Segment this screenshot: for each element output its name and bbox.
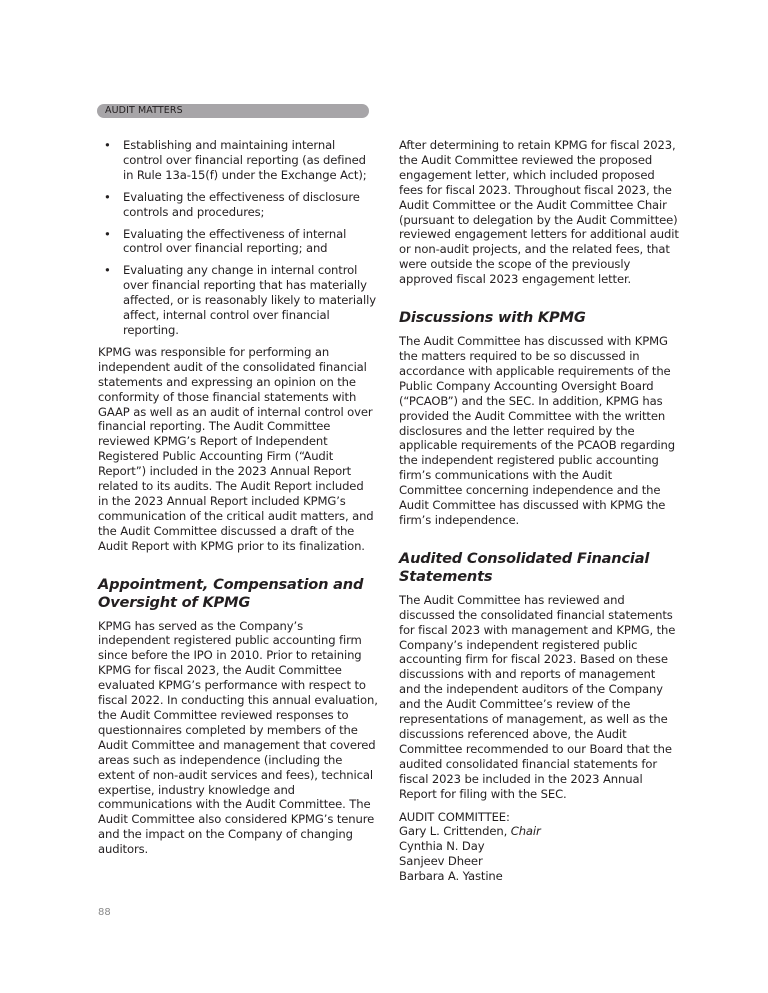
text-line: the independent registered public accounting [399, 453, 659, 468]
heading-line: Discussions with KPMG [399, 309, 586, 327]
text-line: since before the IPO in 2010. Prior to retaining [98, 648, 362, 663]
text-line: After determining to retain KPMG for fiscal 2023, [399, 138, 676, 152]
list-item [98, 190, 378, 220]
text-line: independent registered public accounting firm [98, 633, 362, 648]
text-line: the Audit Committee discussed a draft of the [98, 523, 355, 538]
text-line: Public Company Accounting Oversight Board [399, 378, 654, 393]
audit-committee-signatures [399, 810, 679, 885]
text-line: discussions with and reports of management [399, 667, 656, 682]
list-item [98, 227, 378, 257]
committee-title: AUDIT COMMITTEE: [399, 809, 510, 824]
text-line: over financial reporting that has materially [123, 278, 367, 293]
text-line: extent of non-audit services and fees), technical [98, 767, 373, 782]
committee-member: Cynthia N. Day [399, 839, 485, 854]
text-line: for fiscal 2023 with management and KPMG, the [399, 622, 676, 637]
text-line: The Audit Committee has reviewed and [399, 592, 625, 607]
member-name: Gary L. Crittenden, [399, 824, 508, 839]
list-item [98, 263, 378, 338]
bullet-icon: • [104, 138, 111, 152]
text-line: in the 2023 Annual Report included KPMG’s [98, 493, 346, 508]
left-column [98, 138, 378, 864]
text-line: communication of the critical audit matters, and [98, 508, 374, 523]
bullet-icon: • [104, 263, 111, 278]
text-line: Audit Report with KPMG prior to its finalization. [98, 538, 365, 553]
heading-line: Audited Consolidated Financial [399, 549, 650, 567]
text-line: Audit Committee has discussed with KPMG the [399, 498, 666, 513]
text-line: firm’s independence. [399, 512, 520, 527]
text-line: fiscal 2023 be included in the 2023 Annual [399, 771, 643, 786]
section-label: AUDIT MATTERS [105, 105, 183, 116]
text-line: the matters required to be so discussed in [399, 348, 640, 363]
text-line: Evaluating any change in internal control [123, 263, 358, 278]
text-line: financial reporting. The Audit Committee [98, 419, 331, 434]
text-line: approved fiscal 2023 engagement letter. [399, 272, 632, 287]
page-number: 88 [98, 907, 111, 918]
text-line: expertise, industry knowledge and [98, 782, 295, 797]
text-line: related to its audits. The Audit Report included [98, 479, 364, 494]
text-line: KPMG was responsible for performing an [98, 344, 330, 359]
text-line: the Audit Committee reviewed the proposed [399, 152, 653, 167]
text-line: control over financial reporting; and [123, 241, 328, 256]
responsibilities-list [98, 138, 378, 338]
kpmg-responsibility-paragraph [98, 345, 378, 554]
text-line: were outside the scope of the previously [399, 257, 631, 272]
discussions-heading [399, 309, 679, 327]
text-line: Registered Public Accounting Firm (“Audit [98, 449, 334, 464]
text-line: fees for fiscal 2023. Throughout fiscal 2023, the [399, 182, 672, 197]
text-line: conformity of those financial statements with [98, 389, 357, 404]
text-line: reporting. [123, 322, 179, 337]
text-line: evaluated KPMG’s performance with respect to [98, 678, 366, 693]
text-line: questionnaires completed by members of the [98, 722, 358, 737]
text-line: Audit Committee and management that covered [98, 737, 376, 752]
audited-statements-paragraph [399, 593, 679, 802]
appointment-paragraph [98, 619, 378, 858]
engagement-paragraph [399, 138, 679, 287]
text-line: Evaluating the effectiveness of internal [123, 226, 347, 241]
text-line: firm’s communications with the Audit [399, 468, 613, 483]
text-line: affect, internal control over financial [123, 308, 330, 323]
section-header-tab [97, 104, 369, 118]
text-line: fiscal 2022. In conducting this annual evaluation, [98, 693, 378, 708]
text-line: auditors. [98, 842, 149, 857]
text-line: (“PCAOB”) and the SEC. In addition, KPMG has [399, 393, 663, 408]
text-line: (pursuant to delegation by the Audit Committee) [399, 212, 678, 227]
text-line: affected, or is reasonably likely to materially [123, 293, 376, 308]
text-line: Company’s independent registered public [399, 637, 638, 652]
text-line: communications with the Audit Committee. The [98, 797, 371, 812]
text-line: The Audit Committee has discussed with KPMG [399, 334, 668, 349]
heading-line: Statements [399, 567, 493, 585]
committee-member [399, 824, 679, 839]
text-line: Evaluating the effectiveness of disclosure [123, 189, 360, 204]
discussions-paragraph [399, 334, 679, 528]
text-line: discussions referenced above, the Audit [399, 727, 627, 741]
text-line: or non-audit projects, and the related fees, that [399, 242, 670, 257]
text-line: control over financial reporting (as defined [123, 152, 366, 167]
text-line: GAAP as well as an audit of internal control over [98, 404, 373, 419]
bullet-icon: • [104, 189, 111, 204]
text-line: in Rule 13a-15(f) under the Exchange Act); [123, 167, 367, 182]
text-line: independent audit of the consolidated financial [98, 359, 367, 374]
appointment-heading [98, 576, 378, 612]
text-line: provided the Audit Committee with the written [399, 408, 666, 423]
text-line: KPMG for fiscal 2023, the Audit Committee [98, 663, 342, 678]
text-line: Committee concerning independence and the [399, 483, 661, 498]
text-line: areas such as independence (including the [98, 752, 343, 767]
text-line: Establishing and maintaining internal [123, 138, 336, 152]
bullet-icon: • [104, 226, 111, 241]
text-line: Report for filing with the SEC. [399, 786, 567, 801]
member-role: Chair [510, 824, 541, 839]
text-line: and the independent auditors of the Company [399, 682, 663, 697]
right-column [399, 138, 679, 884]
text-line: and the Audit Committee’s review of the [399, 697, 631, 712]
text-line: accounting firm for fiscal 2023. Based on these [399, 652, 668, 667]
text-line: accordance with applicable requirements of the [399, 363, 671, 378]
text-line: Audit Committee or the Audit Committee Chair [399, 197, 667, 212]
text-line: and the impact on the Company of changing [98, 827, 353, 842]
heading-line: Oversight of KPMG [98, 593, 251, 611]
text-line: discussed the consolidated financial statements [399, 607, 673, 622]
text-line: reviewed engagement letters for additional audit [399, 227, 679, 242]
text-line: Committee recommended to our Board that the [399, 741, 672, 756]
text-line: applicable requirements of the PCAOB regarding [399, 438, 675, 453]
text-line: audited consolidated financial statements for [399, 756, 658, 771]
text-line: the Audit Committee reviewed responses to [98, 708, 349, 722]
text-line: Report”) included in the 2023 Annual Report [98, 464, 352, 479]
list-item [98, 138, 378, 183]
text-line: representations of management, as well as the [399, 712, 668, 727]
text-line: Audit Committee also considered KPMG’s tenure [98, 812, 375, 827]
text-line: reviewed KPMG’s Report of Independent [98, 434, 328, 449]
heading-line: Appointment, Compensation and [98, 575, 364, 593]
text-line: statements and expressing an opinion on the [98, 374, 356, 389]
text-line: disclosures and the letter required by the [399, 423, 635, 438]
audited-statements-heading [399, 550, 679, 586]
committee-member: Sanjeev Dheer [399, 854, 483, 869]
text-line: controls and procedures; [123, 204, 265, 219]
text-line: engagement letter, which included proposed [399, 167, 655, 182]
text-line: KPMG has served as the Company’s [98, 618, 304, 633]
committee-member: Barbara A. Yastine [399, 869, 503, 884]
